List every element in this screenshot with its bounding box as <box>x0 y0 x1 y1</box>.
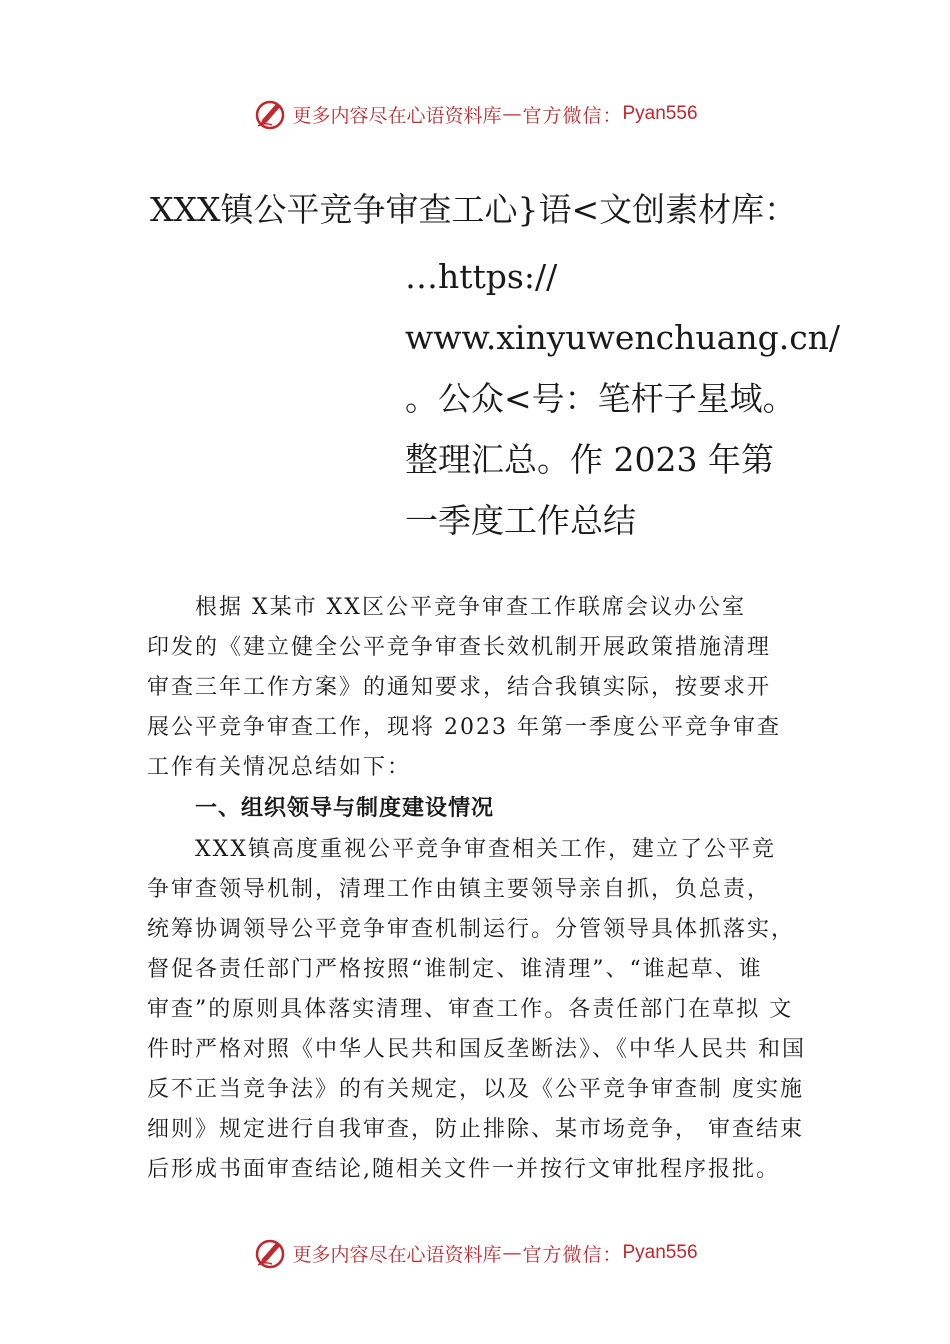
paragraph-line: 审查三年工作方案》的通知要求，结合我镇实际，按要求开 <box>147 675 772 700</box>
paragraph-line: 反不正当竞争法》的有关规定，以及《公平竞争审查制 度实施 <box>147 1077 804 1102</box>
watermark-text: 更多内容尽在心语资料库 <box>292 1243 502 1266</box>
paragraph-line: 工作有关情况总结如下： <box>147 755 412 780</box>
paragraph-line: 展公平竞争审查工作，现将 2023 年第一季度公平竞争审查 <box>147 715 781 740</box>
intro-paragraph <box>147 588 837 788</box>
paragraph-line: 件时严格对照《中华人民共和国反垄断法》、《中华人民共 和国 <box>147 1037 806 1062</box>
pen-logo-icon <box>252 1235 288 1271</box>
watermark-dash: — <box>502 1242 522 1264</box>
watermark-dash: — <box>502 103 522 125</box>
document-title-line-4: 。公众<号：笔杆子星域。 <box>405 379 796 418</box>
paragraph-line: XXX镇高度重视公平竞争审查相关工作，建立了公平竞 <box>195 837 776 862</box>
watermark-footer <box>0 1233 950 1273</box>
document-title-line-2: …https:// <box>405 257 558 296</box>
watermark-wechat-id: Pyan556 <box>622 103 698 124</box>
document-title-continuation <box>405 246 841 551</box>
watermark-wechat-label: 官方微信： <box>522 1243 623 1266</box>
paragraph-line: 印发的《建立健全公平竞争审查长效机制开展政策措施清理 <box>147 635 772 660</box>
paragraph-line: 后形成书面审查结论,随相关文件一并按行文审批程序报批。 <box>147 1157 780 1182</box>
pen-logo-icon <box>252 96 288 132</box>
document-title-line-6: 一季度工作总结 <box>405 501 636 540</box>
watermark-header <box>0 94 950 134</box>
paragraph-line: 根据 X某市 XX区公平竞争审查工作联席会议办公室 <box>195 595 746 620</box>
section-heading-1: 一、组织领导与制度建设情况 <box>195 796 495 821</box>
paragraph-line: 争审查领导机制，清理工作由镇主要领导亲自抓，负总责， <box>147 877 772 902</box>
document-title-line-3: www.xinyuwenchuang.cn/ <box>405 318 841 357</box>
watermark-wechat-label: 官方微信： <box>522 104 623 127</box>
watermark-wechat-id: Pyan556 <box>622 1242 698 1263</box>
section-1-paragraph <box>147 830 837 1190</box>
document-title-line-1: XXX镇公平竞争审查工心}语<文创素材库： <box>150 190 798 229</box>
paragraph-line: 统筹协调领导公平竞争审查机制运行。分管领导具体抓落实， <box>147 917 796 942</box>
watermark-text: 更多内容尽在心语资料库 <box>292 104 502 127</box>
paragraph-line: 审查”的原则具体落实清理、审查工作。各责任部门在草拟 文 <box>147 997 794 1022</box>
paragraph-line: 细则》规定进行自我审查，防止排除、某市场竞争， 审查结束 <box>147 1117 804 1142</box>
paragraph-line: 督促各责任部门严格按照“谁制定、谁清理”、“谁起草、谁 <box>147 957 763 982</box>
document-body <box>147 588 837 1190</box>
document-title-line-5: 整理汇总。作 2023 年第 <box>405 440 774 479</box>
